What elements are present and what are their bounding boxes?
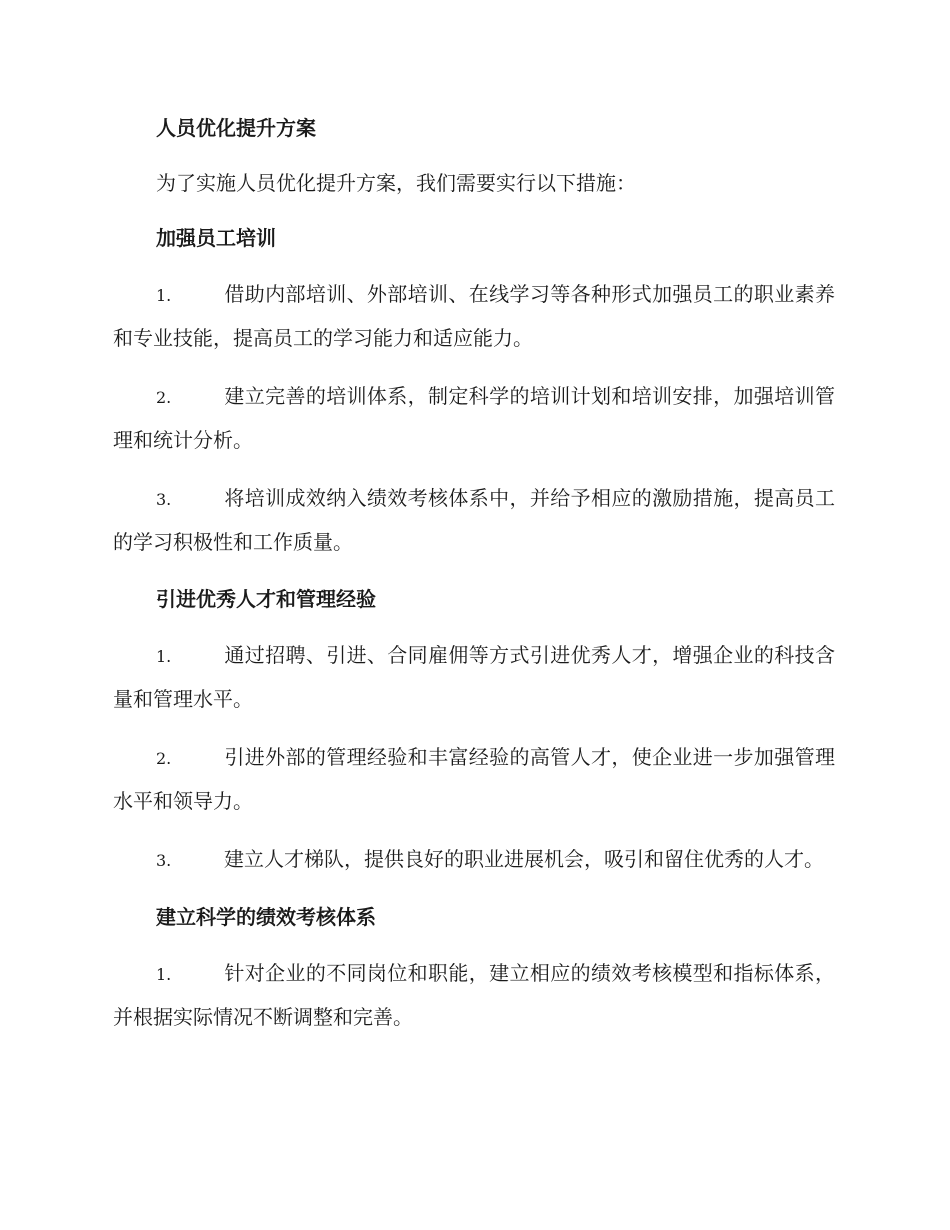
list-item-text: 通过招聘、引进、合同雇佣等方式引进优秀人才，增强企业的科技含量和管理水平。 xyxy=(113,643,835,711)
list-item xyxy=(113,838,835,882)
section-heading-talent: 引进优秀人才和管理经验 xyxy=(156,587,376,611)
list-item-number: 3. xyxy=(156,851,172,870)
document-title: 人员优化提升方案 xyxy=(156,116,316,140)
list-item-text: 针对企业的不同岗位和职能，建立相应的绩效考核模型和指标体系，并根据实际情况不断调整和完善。 xyxy=(113,961,835,1029)
list-item-text: 建立人才梯队，提供良好的职业进展机会，吸引和留住优秀的人才。 xyxy=(224,847,824,871)
list-item xyxy=(113,952,835,1039)
section-heading-performance: 建立科学的绩效考核体系 xyxy=(156,905,376,929)
list-item-text: 建立完善的培训体系，制定科学的培训计划和培训安排，加强培训管理和统计分析。 xyxy=(113,384,835,452)
list-item-number: 1. xyxy=(156,647,172,666)
intro-paragraph: 为了实施人员优化提升方案，我们需要实行以下措施： xyxy=(156,171,636,195)
document-page xyxy=(113,108,835,1039)
list-item-number: 2. xyxy=(156,388,172,407)
section-heading-training: 加强员工培训 xyxy=(156,226,276,250)
list-item xyxy=(113,477,835,564)
list-item xyxy=(113,273,835,360)
list-item xyxy=(113,634,835,721)
list-item-text: 引进外部的管理经验和丰富经验的高管人才，使企业进一步加强管理水平和领导力。 xyxy=(113,745,835,813)
list-item-text: 将培训成效纳入绩效考核体系中，并给予相应的激励措施，提高员工的学习积极性和工作质量。 xyxy=(113,486,835,554)
list-item-text: 借助内部培训、外部培训、在线学习等各种形式加强员工的职业素养和专业技能，提高员工的学习能力和适应能力。 xyxy=(113,282,835,350)
list-item-number: 1. xyxy=(156,965,172,984)
list-item xyxy=(113,736,835,823)
list-item-number: 3. xyxy=(156,490,172,509)
list-item-number: 2. xyxy=(156,749,172,768)
list-item xyxy=(113,375,835,462)
list-item-number: 1. xyxy=(156,286,172,305)
